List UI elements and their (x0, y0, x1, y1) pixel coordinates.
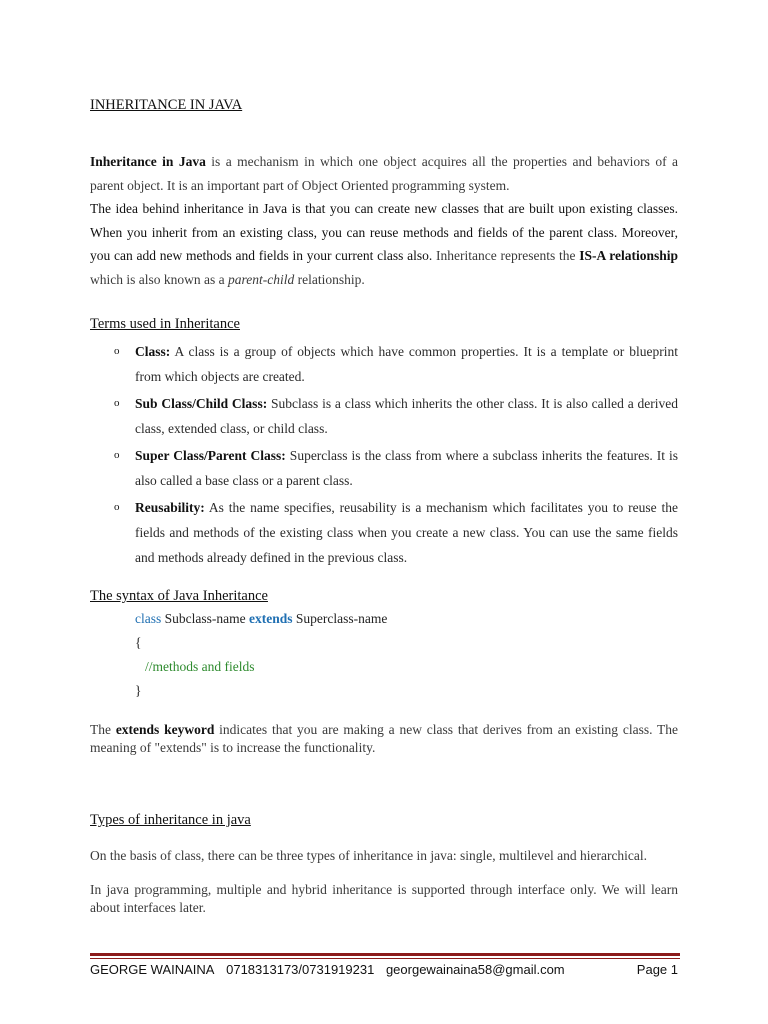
page-title: INHERITANCE IN JAVA (90, 97, 243, 113)
list-item (90, 443, 678, 493)
list-item (90, 339, 678, 389)
footer-rule-thick (90, 953, 680, 956)
code-keyword-extends: extends (248, 611, 293, 626)
code-close-brace: } (135, 683, 142, 698)
page-number: Page 1 (636, 962, 678, 977)
term-label: Super Class/Parent Class: (135, 448, 286, 463)
page-footer (90, 962, 678, 977)
bullet-icon: o (114, 449, 120, 461)
term-desc: A class is a group of objects which have common properties. It is a template or blueprint from which objects are created. (135, 344, 678, 384)
types-heading: Types of inheritance in java (90, 812, 251, 828)
types-section (90, 812, 678, 917)
isa-bold: IS-A relationship (579, 248, 678, 263)
footer-author: GEORGE WAINAINA (90, 962, 215, 977)
terms-list (90, 339, 678, 570)
term-desc: Superclass is the class from where a subclass inherits the features. It is also called a base class or a parent class. (135, 448, 678, 488)
code-block (90, 607, 678, 703)
footer-rule-thin (90, 958, 680, 959)
syntax-section (90, 588, 678, 703)
footer-phones: 0718313173/0731919231 (226, 962, 375, 977)
code-keyword-class: class (135, 611, 162, 626)
list-item (90, 495, 678, 570)
intro-bold-lead: Inheritance in Java (90, 154, 206, 169)
intro-p2-text-2: Inheritance represents the (432, 248, 580, 263)
intro-paragraph-2 (90, 197, 678, 291)
term-desc: As the name specifies, reusability is a mechanism which facilitates you to reuse the fields and methods of the existing class when you create a new class. You can use the same fields and methods already defined in the previous class. (135, 500, 678, 565)
terms-section (90, 316, 678, 572)
list-item (90, 391, 678, 441)
types-paragraph-1: On the basis of class, there can be three types of inheritance in java: single, multilevel and hierarchical. (90, 848, 648, 863)
parent-child-italic: parent-child (227, 271, 295, 287)
term-desc: Subclass is a class which inherits the other class. It is also called a derived class, extended class, or child class. (135, 396, 678, 436)
code-subclass: Subclass-name (161, 611, 249, 626)
bullet-icon: o (114, 345, 120, 357)
extends-text: indicates that you are making a new class that derives from an existing class. The meaning of "extends" is to increase the functionality. (90, 722, 679, 755)
intro-p2-text-3: which is also known as a (90, 271, 228, 287)
syntax-heading: The syntax of Java Inheritance (90, 588, 268, 604)
term-label: Class: (135, 344, 171, 359)
bullet-icon: o (114, 501, 120, 513)
bullet-icon: o (114, 397, 120, 409)
code-superclass: Superclass-name (292, 611, 388, 626)
intro-p2-text-4: relationship. (294, 271, 365, 287)
footer-contact (90, 962, 573, 977)
intro-paragraph-1 (90, 150, 678, 197)
extends-section (90, 721, 678, 757)
intro-p1-text: is a mechanism in which one object acquires all the properties and behaviors of a parent object. It is an important part of Object Oriented programming system. (90, 154, 678, 193)
code-comment: //methods and fields (145, 659, 255, 674)
title-block (90, 97, 678, 114)
types-paragraph-2: In java programming, multiple and hybrid inheritance is supported through interface only. We will learn about interfaces later. (90, 882, 678, 915)
code-line-1 (135, 607, 678, 631)
extends-paragraph (90, 721, 678, 757)
footer-email: georgewainaina58@gmail.com (385, 962, 565, 977)
term-label: Sub Class/Child Class: (135, 396, 268, 411)
intro-section (90, 150, 678, 291)
terms-heading: Terms used in Inheritance (90, 316, 240, 332)
term-label: Reusability: (135, 500, 205, 515)
code-open-brace: { (135, 635, 142, 650)
extends-bold: extends keyword (115, 722, 215, 737)
intro-p2-text: The idea behind inheritance in Java is that you can create new classes that are built upon existing classes. When you inherit from an existing class, you can reuse methods and fields of the parent class. Moreover, you can add new methods and fields in your current class also. (90, 201, 678, 263)
extends-lead: The (90, 722, 116, 737)
